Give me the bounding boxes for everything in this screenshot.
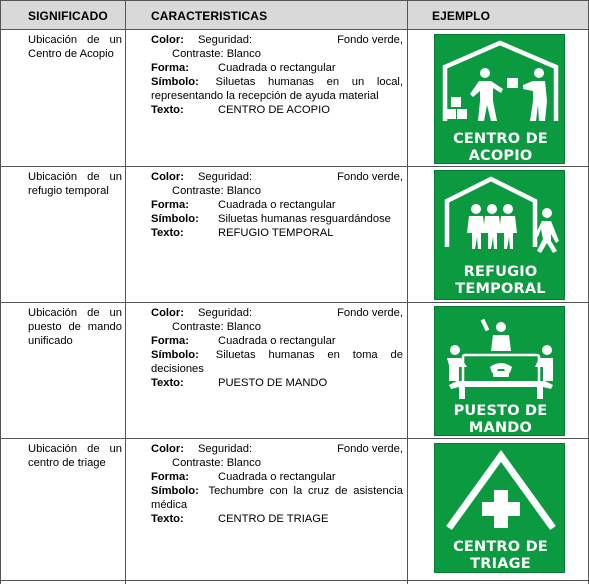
caracteristicas-cell: [151, 442, 403, 526]
forma-value: Cuadrada o rectangular: [218, 335, 336, 347]
simbolo-label: Símbolo:: [151, 349, 199, 361]
header-caracteristicas: CARACTERISTICAS: [151, 9, 268, 23]
color-label: Color:: [151, 34, 184, 46]
row-divider: [0, 580, 589, 581]
simbolo-value: Siluetas humanas en toma de decisiones: [151, 349, 403, 375]
texto-value: REFUGIO TEMPORAL: [218, 227, 334, 239]
simbolo-value: Siluetas humanas resguardándose: [218, 213, 391, 225]
sign-caption-line2: TEMPORAL: [455, 281, 546, 297]
sign-caption-line1: REFUGIO: [463, 264, 538, 280]
caracteristicas-cell: [151, 33, 403, 117]
sign-caption-line1: CENTRO DE: [453, 131, 548, 147]
simbolo-label: Símbolo:: [151, 213, 199, 225]
texto-label: Texto:: [151, 513, 184, 525]
row-divider: [0, 166, 589, 167]
seguridad-value: Fondo verde,: [337, 171, 403, 183]
forma-label: Forma:: [151, 199, 189, 211]
sign-caption-line2: MANDO: [468, 420, 533, 436]
forma-label: Forma:: [151, 62, 189, 74]
color-label: Color:: [151, 171, 184, 183]
significado-cell: Ubicación de un Centro de Acopio: [28, 34, 122, 60]
forma-value: Cuadrada o rectangular: [218, 471, 336, 483]
texto-label: Texto:: [151, 377, 184, 389]
texto-value: PUESTO DE MANDO: [218, 377, 328, 389]
seguridad-value: Fondo verde,: [337, 307, 403, 319]
sign-caption-line1: CENTRO DE: [453, 539, 548, 555]
color-label: Color:: [151, 307, 184, 319]
simbolo-value: Siluetas humanas en un local, representando la recepción de ayuda material: [151, 76, 404, 102]
significado-cell: Ubicación de un refugio temporal: [28, 171, 122, 197]
contraste-value: Contraste: Blanco: [172, 457, 261, 469]
texto-value: CENTRO DE TRIAGE: [218, 513, 329, 525]
forma-value: Cuadrada o rectangular: [218, 199, 336, 211]
column-divider: [125, 0, 126, 584]
puesto-de-mando-sign: [434, 306, 565, 436]
seguridad-value: Fondo verde,: [337, 34, 403, 46]
seguridad-label: Seguridad:: [197, 171, 253, 183]
texto-label: Texto:: [151, 104, 184, 116]
table-border-top: [0, 0, 589, 1]
simbolo-value: Techumbre con la cruz de asistencia médica: [151, 485, 403, 511]
header-ejemplo: EJEMPLO: [432, 9, 491, 23]
seguridad-value: Fondo verde,: [337, 443, 403, 455]
forma-label: Forma:: [151, 471, 189, 483]
simbolo-label: Símbolo:: [151, 485, 199, 497]
centro-de-triage-sign: [434, 443, 565, 573]
forma-value: Cuadrada o rectangular: [218, 62, 336, 74]
row-divider: [0, 438, 589, 439]
color-label: Color:: [151, 443, 184, 455]
table-header: [0, 0, 589, 30]
seguridad-label: Seguridad:: [197, 443, 253, 455]
sign-caption-line1: PUESTO DE: [453, 403, 548, 419]
contraste-value: Contraste: Blanco: [172, 321, 261, 333]
forma-label: Forma:: [151, 335, 189, 347]
caracteristicas-cell: [151, 306, 403, 390]
simbolo-label: Símbolo:: [151, 76, 199, 88]
sign-caption-line2: ACOPIO: [468, 148, 533, 164]
contraste-value: Contraste: Blanco: [172, 48, 261, 60]
significado-cell: Ubicación de un puesto de mando unificado: [28, 307, 122, 347]
header-significado: SIGNIFICADO: [28, 9, 108, 23]
contraste-value: Contraste: Blanco: [172, 185, 261, 197]
table-border-left: [0, 0, 1, 584]
row-divider: [0, 302, 589, 303]
caracteristicas-cell: [151, 170, 403, 240]
seguridad-label: Seguridad:: [197, 307, 253, 319]
texto-value: CENTRO DE ACOPIO: [218, 104, 330, 116]
column-divider: [407, 0, 408, 584]
significado-cell: Ubicación de un centro de triage: [28, 443, 122, 469]
seguridad-label: Seguridad:: [197, 34, 253, 46]
sign-caption-line2: TRIAGE: [470, 556, 531, 572]
centro-de-acopio-sign: [434, 34, 565, 164]
refugio-temporal-sign: [434, 170, 565, 300]
texto-label: Texto:: [151, 227, 184, 239]
